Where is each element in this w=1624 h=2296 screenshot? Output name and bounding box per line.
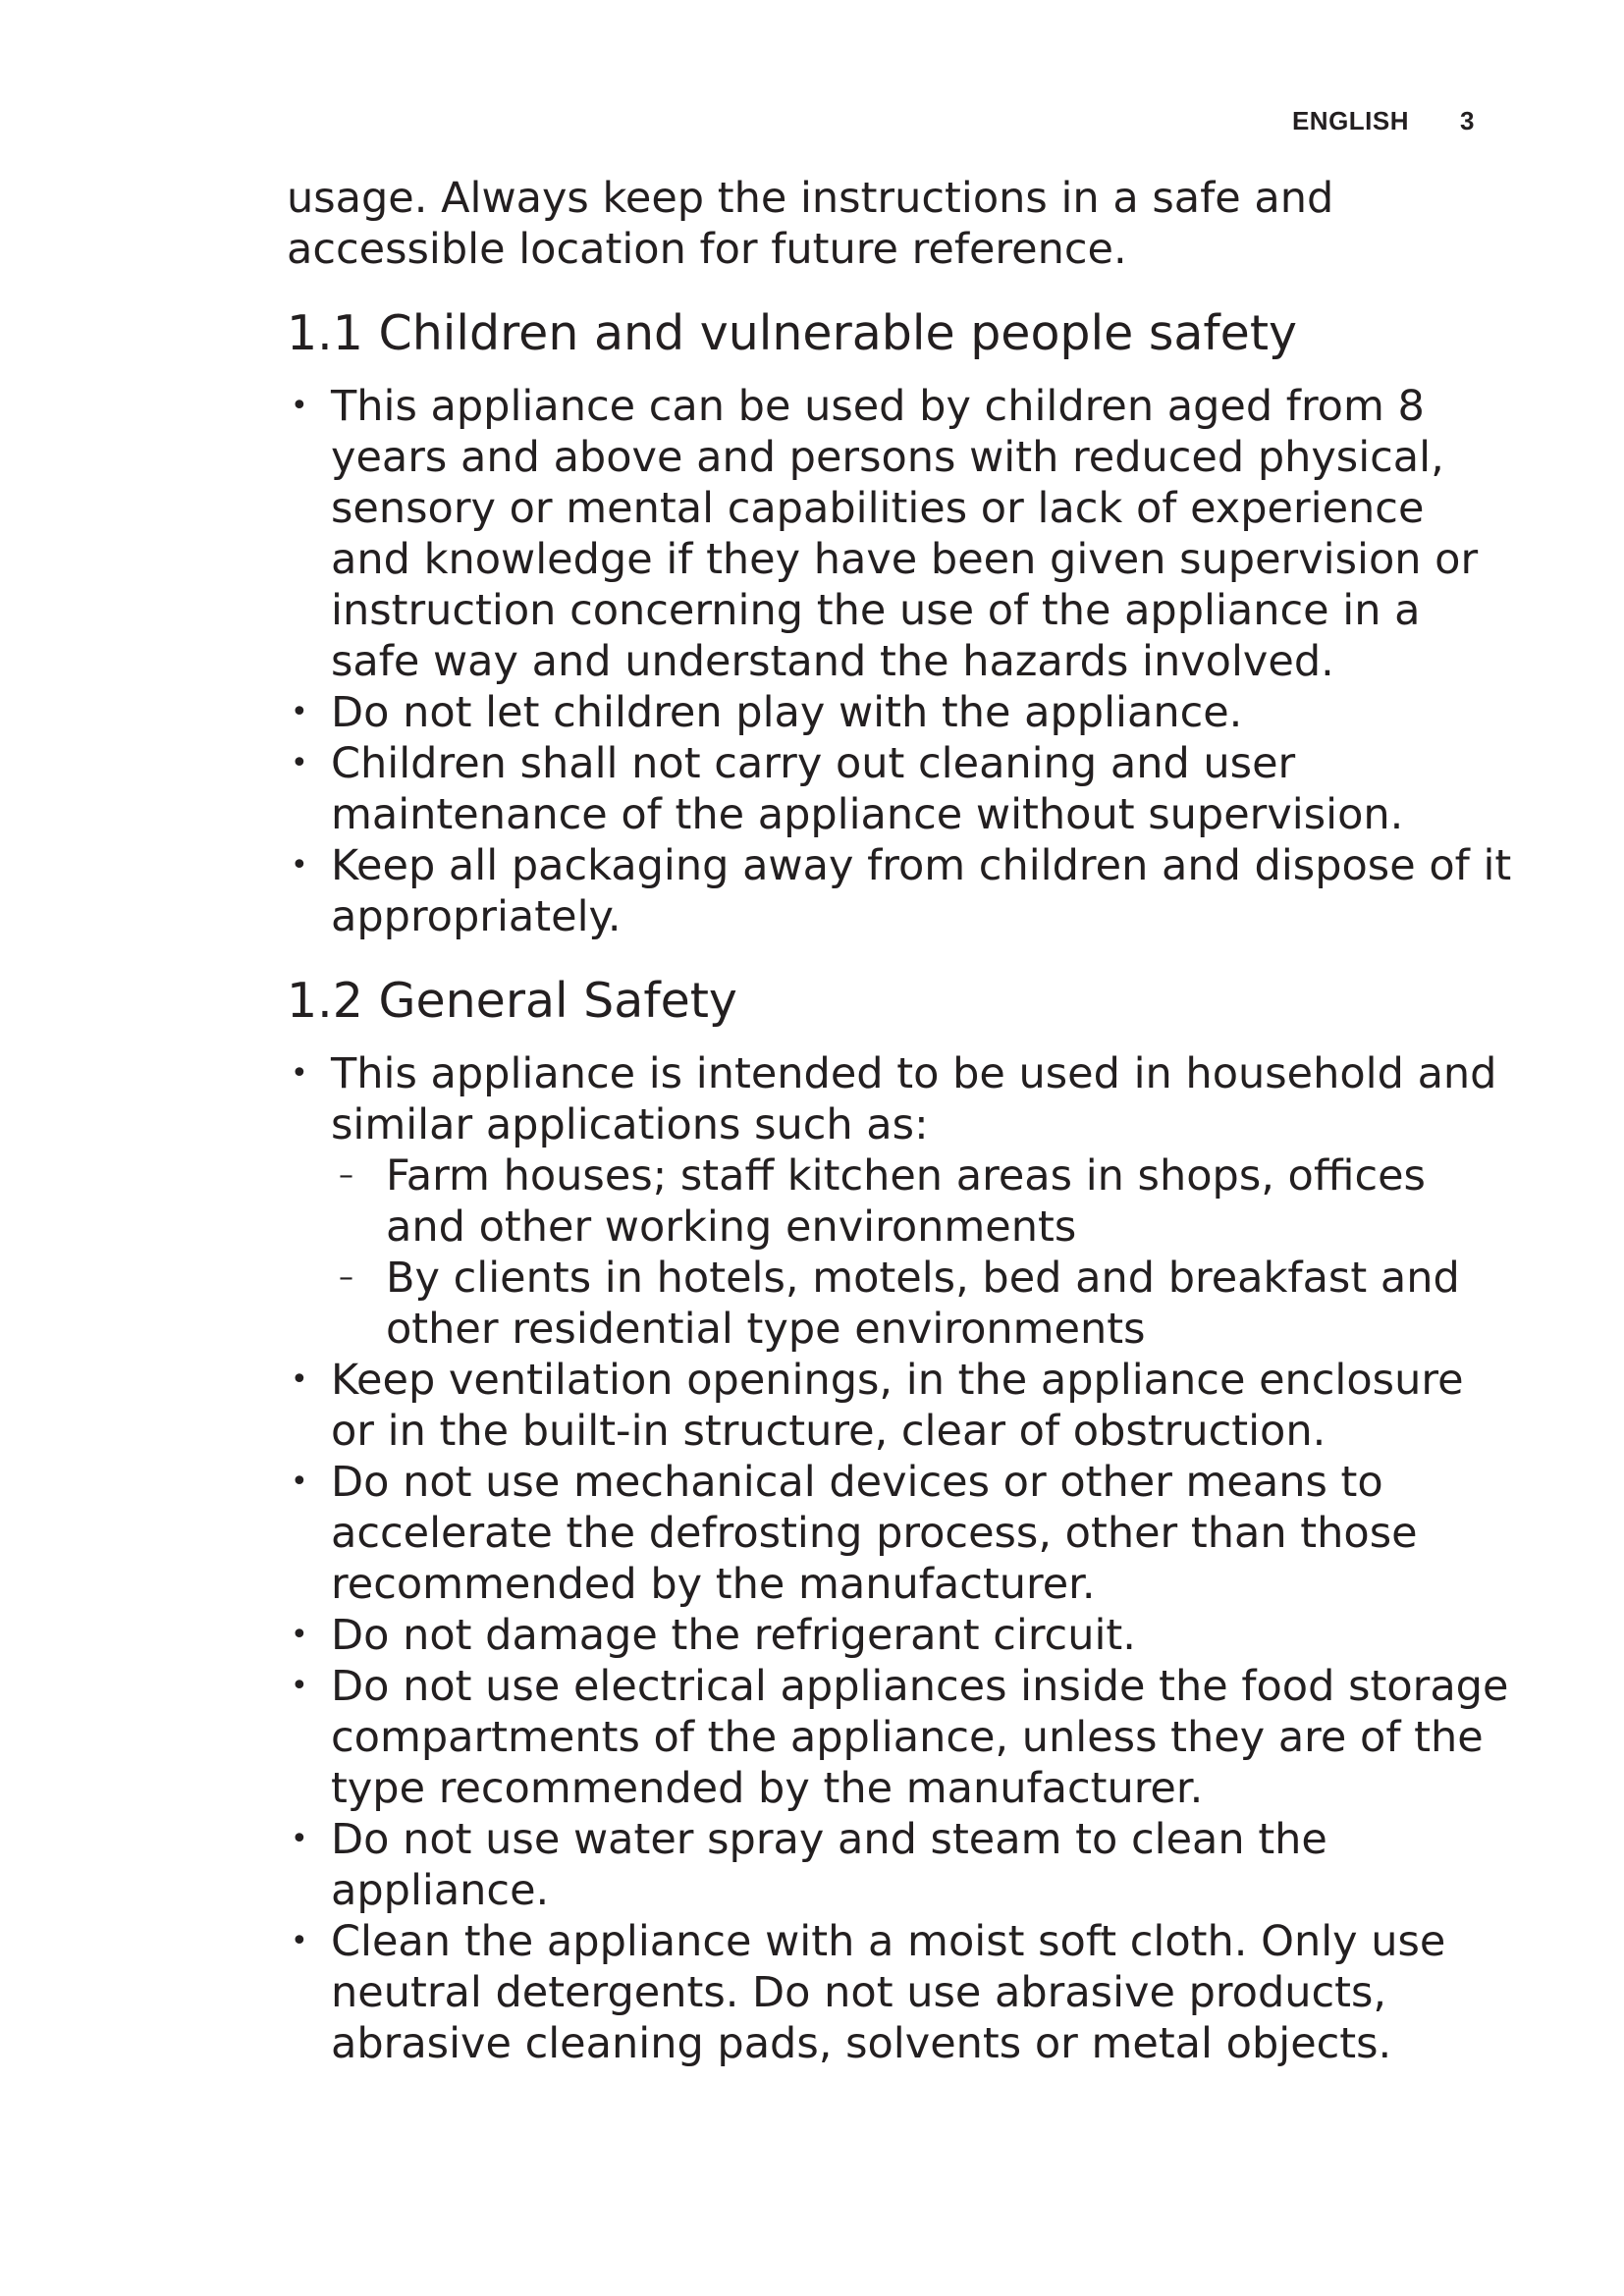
- list-item-text: Do not use electrical appliances inside the food storage compartments of the appliance, unless they are of the type recommended by the manufacturer.: [331, 1662, 1509, 1813]
- sub-list-item-text: Farm houses; staff kitchen areas in shops, offices and other working environments: [386, 1151, 1426, 1252]
- bullet-icon: •: [291, 848, 308, 882]
- list-item-text: Keep all packaging away from children and dispose of it appropriately.: [331, 841, 1512, 941]
- bullet-icon: •: [291, 746, 308, 780]
- dash-icon: –: [339, 1158, 353, 1193]
- intro-paragraph: usage. Always keep the instructions in a safe and accessible location for future reference.: [287, 174, 1334, 274]
- list-item-text: This appliance is intended to be used in household and similar applications such as:: [331, 1049, 1497, 1149]
- section-heading-general-safety: 1.2 General Safety: [287, 973, 737, 1029]
- sub-list-item-text: By clients in hotels, motels, bed and breakfast and other residential type environments: [386, 1254, 1460, 1354]
- list-item: [287, 1814, 1514, 1916]
- sub-list-item: [339, 1253, 1514, 1355]
- list-item-text: This appliance can be used by children aged from 8 years and above and persons with reduced physical, sensory or mental capabilities or lack of experience and knowledge if they have been given supervision or instruction concerning the use of the appliance in a safe way and understand the hazards involved.: [331, 382, 1479, 686]
- list-item-text: Keep ventilation openings, in the appliance enclosure or in the built-in structure, clear of obstruction.: [331, 1356, 1464, 1456]
- list-item-text: Do not use water spray and steam to clean the appliance.: [331, 1815, 1327, 1915]
- header-language: ENGLISH: [1291, 106, 1410, 135]
- list-item: [287, 1048, 1514, 1355]
- list-item: [287, 381, 1514, 687]
- bullet-icon: •: [291, 1669, 308, 1703]
- section-heading-children-safety: 1.1 Children and vulnerable people safety: [287, 305, 1298, 361]
- list-item-text: Do not use mechanical devices or other means to accelerate the defrosting process, other than those recommended by the manufacturer.: [331, 1458, 1418, 1609]
- bullet-icon: •: [291, 1465, 308, 1499]
- list-item-text: Clean the appliance with a moist soft cloth. Only use neutral detergents. Do not use abrasive products, abrasive cleaning pads, solvents or metal objects.: [331, 1917, 1446, 2068]
- bullet-icon: •: [291, 1822, 308, 1856]
- dash-icon: –: [339, 1260, 353, 1295]
- list-item: [287, 1610, 1514, 1661]
- page-header: [1292, 106, 1475, 136]
- list-item: [287, 687, 1514, 738]
- bullet-icon: •: [291, 1056, 308, 1091]
- bullet-icon: •: [291, 695, 308, 729]
- children-safety-list: [287, 381, 1514, 942]
- list-item: [287, 1355, 1514, 1457]
- page-number: 3: [1460, 106, 1475, 135]
- document-body: [287, 173, 1514, 2069]
- list-item-text: Do not let children play with the appliance.: [331, 688, 1243, 737]
- bullet-icon: •: [291, 1362, 308, 1397]
- list-item-text: Children shall not carry out cleaning and user maintenance of the appliance without supervision.: [331, 739, 1404, 839]
- list-item: [287, 840, 1514, 942]
- bullet-icon: •: [291, 389, 308, 423]
- applications-sublist: [331, 1150, 1514, 1355]
- list-item: [287, 1916, 1514, 2069]
- list-item: [287, 1661, 1514, 1814]
- bullet-icon: •: [291, 1618, 308, 1652]
- list-item: [287, 1457, 1514, 1610]
- list-item: [287, 738, 1514, 840]
- list-item-text: Do not damage the refrigerant circuit.: [331, 1611, 1136, 1660]
- bullet-icon: •: [291, 1924, 308, 1958]
- general-safety-list: [287, 1048, 1514, 2069]
- sub-list-item: [339, 1150, 1514, 1253]
